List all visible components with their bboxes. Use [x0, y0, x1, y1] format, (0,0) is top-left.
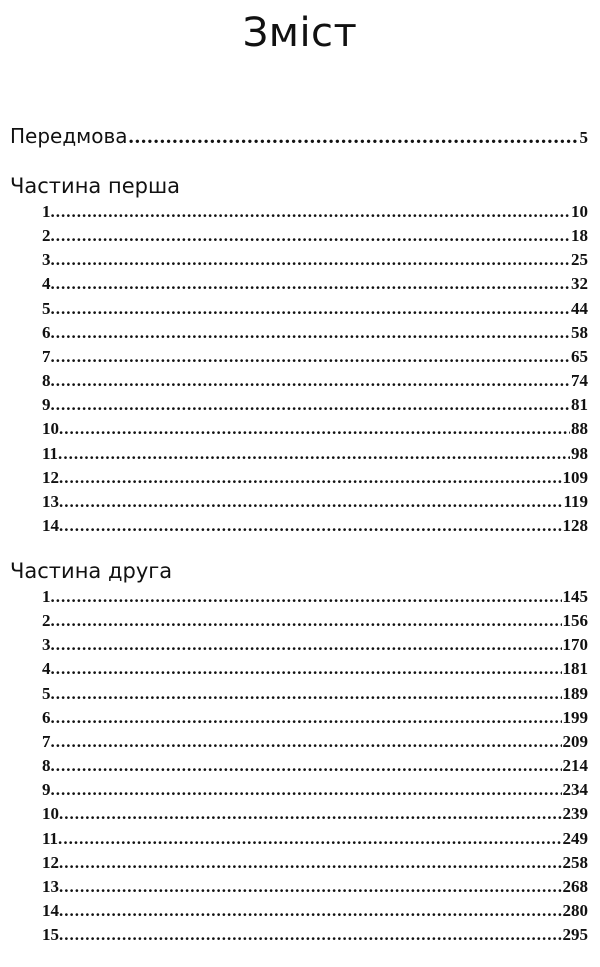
toc-entry-label: 8. [42, 371, 55, 391]
toc-page-number: 181 [562, 659, 588, 679]
dot-leader [56, 200, 570, 224]
toc-entry [10, 297, 588, 321]
toc-entry [10, 609, 588, 633]
toc-preface [10, 120, 588, 154]
toc-entry-list [10, 585, 588, 947]
toc-page-number: 65 [571, 346, 588, 366]
dot-leader [56, 272, 570, 296]
toc-entry-label: 9. [42, 395, 55, 415]
toc-entry [10, 393, 588, 417]
dot-leader [64, 899, 561, 923]
toc-entry-label: 6. [42, 707, 55, 727]
dot-leader [63, 827, 561, 851]
toc-entry-label: 2. [42, 611, 55, 631]
toc-entry [10, 442, 588, 466]
toc-page-number: 88 [571, 419, 588, 439]
toc-entry-label: 12. [42, 852, 64, 872]
toc-page-number: 5 [579, 128, 588, 147]
toc-entry [10, 345, 588, 369]
toc-entry [10, 417, 588, 441]
dot-leader [56, 754, 562, 778]
toc-entry [10, 466, 588, 490]
toc-entry-label: 9. [42, 780, 55, 800]
toc-entry-label: 5. [42, 683, 55, 703]
toc-entry-label: 4. [42, 274, 55, 294]
toc-entry-label: 13. [42, 491, 64, 511]
dot-leader [64, 851, 561, 875]
dot-leader [64, 417, 570, 441]
toc-page-number: 109 [562, 467, 588, 487]
toc-entry-label: 13. [42, 876, 64, 896]
toc-page-number: 280 [562, 901, 588, 921]
dot-leader [64, 514, 561, 538]
toc-entry-label: 7. [42, 731, 55, 751]
toc-entry-label: 14. [42, 516, 64, 536]
dot-leader [56, 393, 570, 417]
toc-page-number: 25 [571, 250, 588, 270]
dot-leader [64, 466, 561, 490]
toc-entry-label: 2. [42, 226, 55, 246]
toc-entry-label: 4. [42, 659, 55, 679]
dot-leader [56, 633, 562, 657]
toc-entry [10, 369, 588, 393]
toc-entry [10, 923, 588, 947]
toc-entry-label: 14. [42, 901, 64, 921]
part-heading: Частина друга [10, 559, 173, 583]
page-title: Зміст [242, 10, 358, 56]
dot-leader [56, 657, 562, 681]
toc-entry [10, 682, 588, 706]
toc-entry [10, 875, 588, 899]
toc-page-number: 170 [562, 635, 588, 655]
dot-leader [56, 224, 570, 248]
toc-page-number: 268 [562, 876, 588, 896]
toc-entry [10, 633, 588, 657]
toc-entry-label: 10. [42, 419, 64, 439]
toc-entry [10, 802, 588, 826]
dot-leader [64, 875, 561, 899]
toc-page-number: 74 [571, 371, 588, 391]
toc-entry-label: 6. [42, 322, 55, 342]
toc-entry [10, 272, 588, 296]
toc-entry-list [10, 200, 588, 538]
toc-page-number: 10 [571, 202, 588, 221]
toc-entry-label: 7. [42, 346, 55, 366]
dot-leader [64, 490, 562, 514]
toc-page-number: 214 [562, 756, 588, 776]
toc-page-number: 44 [571, 298, 588, 318]
toc-entry [10, 585, 588, 609]
dot-leader [129, 120, 579, 152]
toc-entry-label: 1. [42, 587, 55, 606]
toc-page-number: 249 [562, 828, 588, 848]
toc-page-number: 295 [562, 925, 588, 945]
dot-leader [63, 442, 570, 466]
dot-leader [56, 248, 570, 272]
toc-page-number: 209 [562, 731, 588, 751]
dot-leader [56, 321, 570, 345]
toc-entry [10, 248, 588, 272]
toc-page-number: 189 [562, 683, 588, 703]
dot-leader [64, 923, 561, 947]
toc-entry [10, 851, 588, 875]
toc-entry-label: 11. [42, 828, 63, 848]
toc-entry [10, 224, 588, 248]
toc-page-number: 258 [562, 852, 588, 872]
toc-entry-label: 15. [42, 925, 64, 945]
toc-entry-label: 5. [42, 298, 55, 318]
toc-entry-label: 10. [42, 804, 64, 824]
toc-entry [10, 754, 588, 778]
toc-page-number: 98 [571, 443, 588, 463]
toc-entry [10, 321, 588, 345]
dot-leader [56, 585, 562, 609]
toc-entry [10, 490, 588, 514]
toc-entry [10, 514, 588, 538]
dot-leader [56, 345, 570, 369]
toc-page-number: 145 [562, 587, 588, 606]
dot-leader [56, 682, 562, 706]
dot-leader [56, 297, 570, 321]
toc-entry-label: 8. [42, 756, 55, 776]
toc-part-two [10, 557, 588, 947]
dot-leader [64, 802, 561, 826]
part-heading: Частина перша [10, 174, 181, 198]
toc-entry-label: 11. [42, 443, 63, 463]
dot-leader [56, 730, 562, 754]
toc-entry [10, 827, 588, 851]
toc-page-number: 239 [562, 804, 588, 824]
toc-page-number: 58 [571, 322, 588, 342]
toc-page-number: 18 [571, 226, 588, 246]
toc-entry [10, 730, 588, 754]
toc-entry-label: 12. [42, 467, 64, 487]
toc-page-number: 156 [562, 611, 588, 631]
toc-entry [10, 899, 588, 923]
toc-page-number: 234 [562, 780, 588, 800]
toc-entry-label: 3. [42, 635, 55, 655]
toc-page-number: 81 [571, 395, 588, 415]
toc-entry-preface [10, 120, 588, 154]
toc-entry [10, 657, 588, 681]
toc-entry-label: 3. [42, 250, 55, 270]
toc-entry-label: 1. [42, 202, 55, 221]
toc-page-number: 32 [571, 274, 588, 294]
toc-entry-label: Передмова [10, 124, 128, 148]
toc-page-number: 128 [562, 516, 588, 536]
toc-entry [10, 706, 588, 730]
dot-leader [56, 706, 562, 730]
dot-leader [56, 778, 562, 802]
toc-entry [10, 200, 588, 224]
toc-page-number: 199 [562, 707, 588, 727]
toc-entry [10, 778, 588, 802]
toc-page-number: 119 [563, 491, 588, 511]
dot-leader [56, 369, 570, 393]
toc-part-one [10, 172, 588, 538]
dot-leader [56, 609, 562, 633]
